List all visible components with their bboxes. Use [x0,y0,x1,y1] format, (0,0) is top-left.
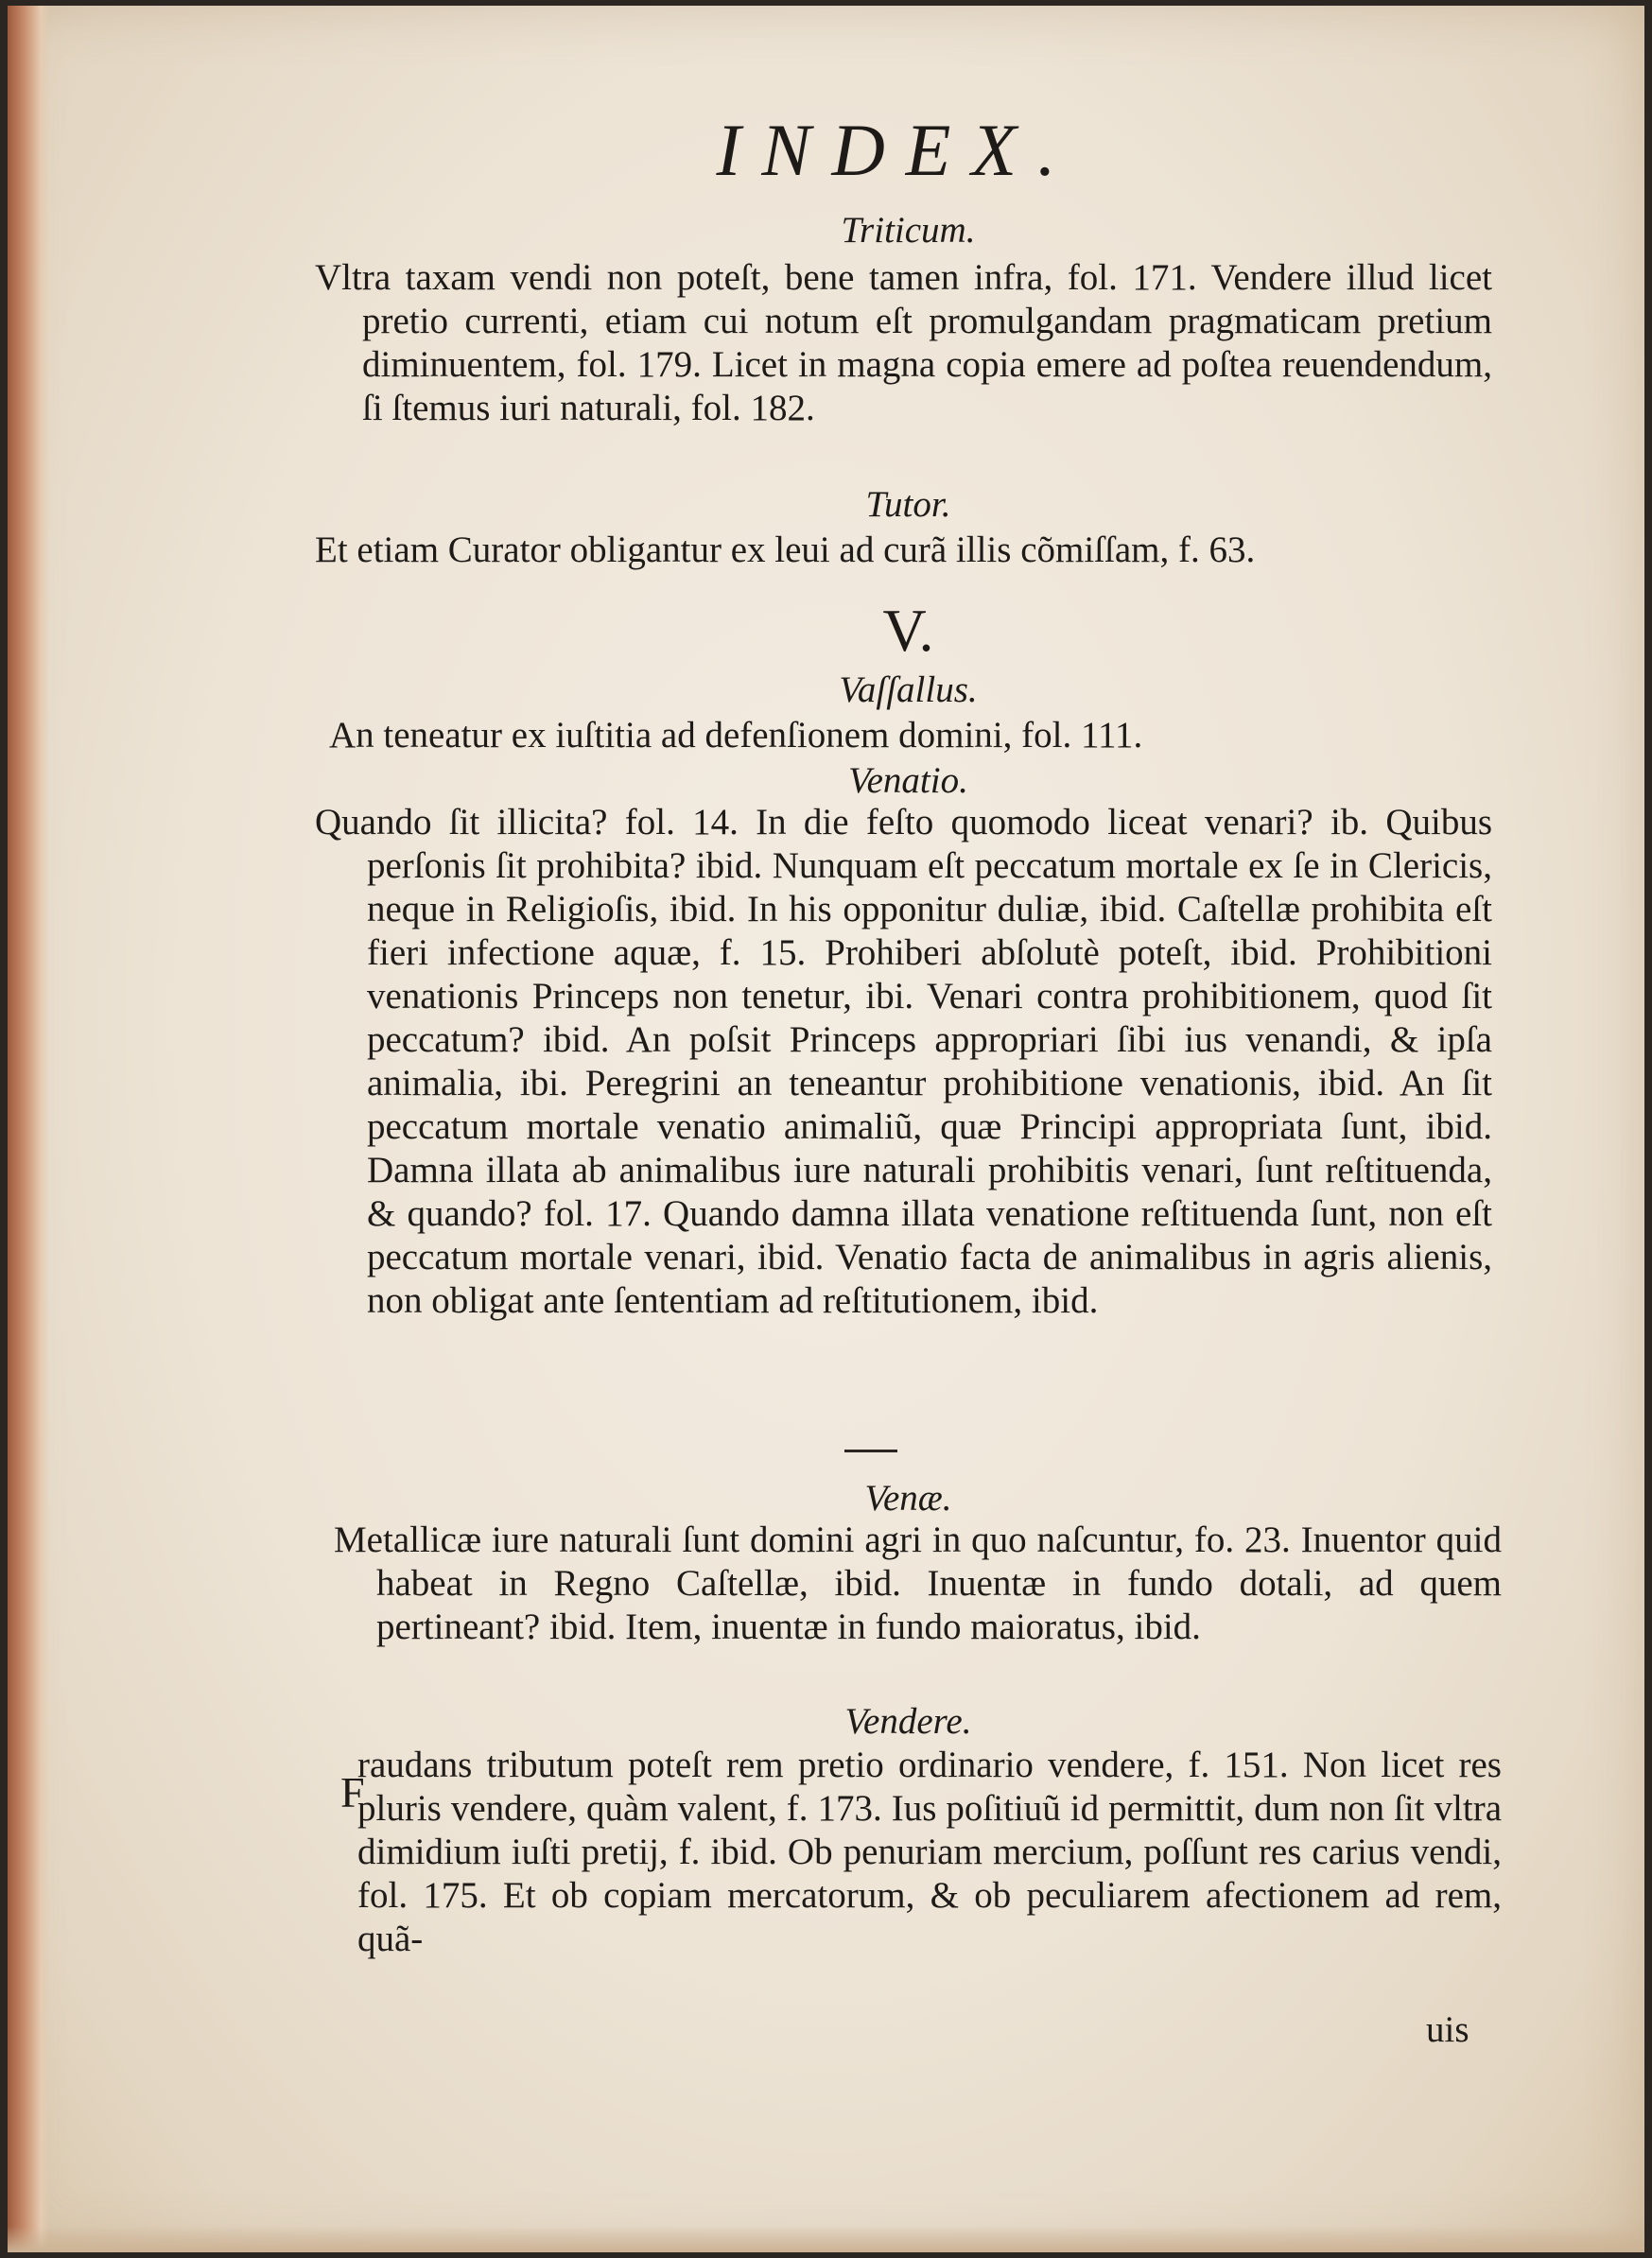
page-title: INDEX. [716,109,1077,191]
heading-tutor: Tutor. [865,484,951,525]
heading-triticum: Triticum. [841,210,976,251]
drop-letter: F [340,1768,365,1816]
entry-vassallus: An teneatur ex iuſtitia ad defenſionem domini, fol. 111. [329,715,1143,756]
heading-venae: Venæ. [864,1478,952,1519]
entry-venae: Metallicæ iure naturali ſunt domini agri in quo naſcuntur, fo. 23. Inuentor quid habeat in Regno Caſtellæ, ibid. Inuentæ in fundo dotali, ad quem pertineant? ibid. Item, inuentæ in fundo maioratus, ibid. [334,1520,1502,1647]
heading-vendere: Vendere. [844,1701,972,1742]
section-rule [844,1450,897,1452]
book-page [8,6,1644,2252]
entry-tutor: Et etiam Curator obligantur ex leui ad curã illis cõmiſſam, f. 63. [315,530,1256,570]
heading-vassallus: Vaſſallus. [839,669,978,710]
entry-triticum: Vltra taxam vendi non poteſt, bene tamen infra, fol. 171. Vendere illud licet pretio currenti, etiam cui notum eſt promulgandam pragmaticam pretium diminuentem, fol. 179. Licet in magna copia emere ad poſtea reuendendum, ſi ſtemus iuri naturali, fol. 182. [315,257,1492,428]
entry-venatio: Quando ſit illicita? fol. 14. In die feſto quomodo liceat venari? ib. Quibus perſonis ſit prohibita? ibid. Nunquam eſt peccatum mortale ex ſe in Clericis, neque in Religioſis, ibid. In his opponitur duliæ, ibid. Caſtellæ prohibita eſt fieri infectione aquæ, f. 15. Prohiberi abſolutè poteſt, ibid. Prohibitioni venationis Princeps non tenetur, ibi. Venari contra prohibitionem, quod ſit peccatum? ibid. An poſsit Princeps appropriari ſibi ius venandi, & ipſa animalia, ibi. Peregrini an teneantur prohibitione venationis, ibid. An ſit peccatum mortale venatio animaliũ, quæ Principi appropriata ſunt, ibid. Damna illata ab animalibus iure naturali prohibitis venari, ſunt reſtituenda, & quando? fol. 17. Quando damna illata venatione reſtituenda ſunt, non eſt peccatum mortale venari, ibid. Venatio facta de animalibus in agris alienis, non obligat ante ſententiam ad reſtitutionem, ibid. [315,802,1492,1321]
page-edge-bottom [8,2226,1644,2252]
section-letter-v: V. [882,597,934,664]
heading-venatio: Venatio. [848,760,968,801]
entry-vendere: raudans tributum poteſt rem pretio ordinario vendere, f. 151. Non licet res pluris vendere, quàm valent, f. 173. Ius poſitiuũ id permittit, dum non ſit vltra dimidium iuſti pretij, f. ibid. Ob penuriam mercium, poſſunt res carius vendi, fol. 175. Et ob copiam mercatorum, & ob peculiarem afectionem ad rem, quã- [357,1745,1502,1959]
page-edge-left [8,6,49,2252]
catchword: uis [1426,2009,1469,2050]
